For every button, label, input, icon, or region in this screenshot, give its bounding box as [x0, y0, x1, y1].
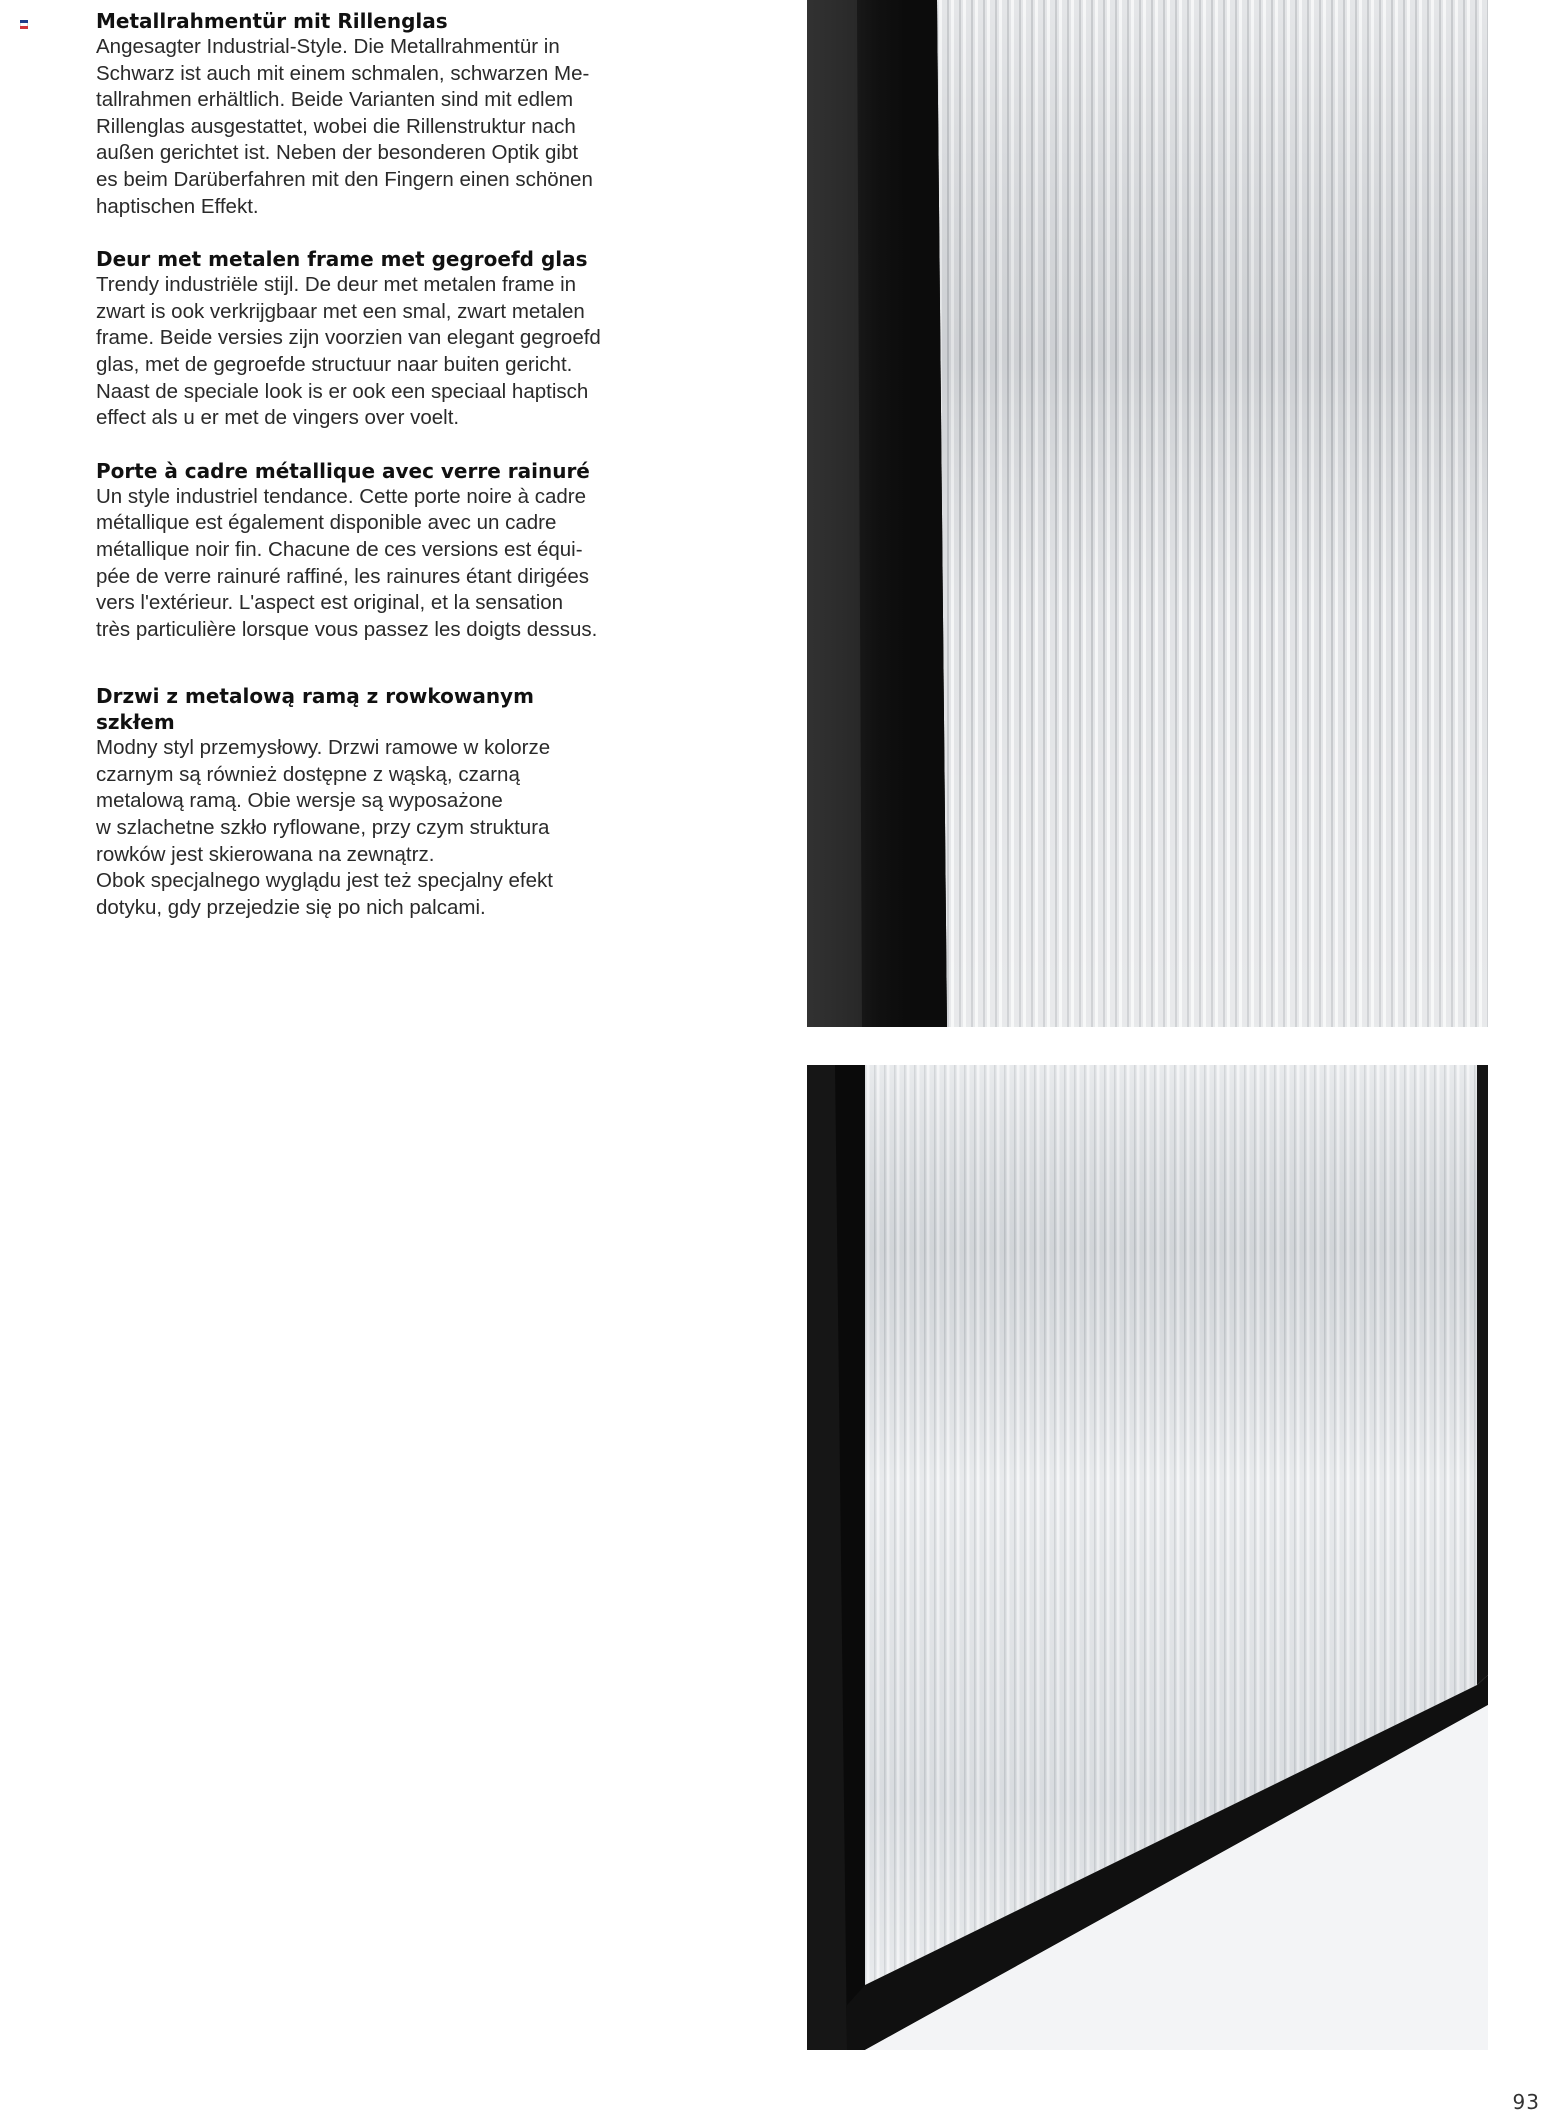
- photo-framed-glass-corner: [807, 1065, 1488, 2050]
- body-line: Obok specjalnego wyglądu jest też specjalny efekt: [96, 869, 553, 893]
- body-line: métallique est également disponible avec un cadre: [96, 511, 557, 535]
- body-line: außen gerichtet ist. Neben der besonderen Optik gibt: [96, 141, 579, 165]
- page-number: 93: [1512, 2090, 1540, 2114]
- section-heading: Metallrahmentür mit Rillenglas: [96, 9, 448, 33]
- body-line: Naast de speciale look is er ook een speciaal haptisch: [96, 379, 589, 403]
- photo-reeded-glass-closeup: [807, 0, 1488, 1027]
- flag-icon: [20, 20, 28, 29]
- body-line: Trendy industriële stijl. De deur met metalen frame in: [96, 273, 577, 297]
- body-line: metalową ramą. Obie wersje są wyposażone: [96, 789, 503, 813]
- body-line: Modny styl przemysłowy. Drzwi ramowe w kolorze: [96, 736, 551, 760]
- section-heading: Deur met metalen frame met gegroefd glas: [96, 247, 588, 272]
- body-line: très particulière lorsque vous passez les doigts dessus.: [96, 617, 598, 641]
- body-line: Angesagter Industrial-Style. Die Metallrahmentür in: [96, 35, 560, 58]
- body-line: Un style industriel tendance. Cette porte noire à cadre: [96, 484, 586, 508]
- body-line: tallrahmen erhältlich. Beide Varianten sind mit edlem: [96, 88, 574, 112]
- body-line: dotyku, gdy przejedzie się po nich palcami.: [96, 895, 486, 919]
- body-line: métallique noir fin. Chacune de ces versions est équi-: [96, 537, 583, 561]
- body-line: w szlachetne szkło ryflowane, przy czym struktura: [96, 816, 550, 840]
- section-heading: Porte à cadre métallique avec verre rainuré: [96, 458, 590, 483]
- body-line: glas, met de gegroefde structuur naar buiten gericht.: [96, 352, 573, 376]
- section-polish: [96, 683, 616, 921]
- body-line: zwart is ook verkrijgbaar met een smal, zwart metalen: [96, 299, 585, 323]
- section-dutch: [96, 246, 616, 432]
- body-line: czarnym są również dostępne z wąską, czarną: [96, 762, 520, 786]
- section-heading: Drzwi z metalową ramą z rowkowanym szkłem: [96, 684, 534, 735]
- section-german: [96, 8, 616, 220]
- body-line: rowków jest skierowana na zewnątrz.: [96, 842, 435, 866]
- section-french: [96, 458, 616, 644]
- body-line: Rillenglas ausgestattet, wobei die Rillenstruktur nach: [96, 114, 576, 138]
- body-line: Schwarz ist auch mit einem schmalen, schwarzen Me-: [96, 61, 590, 85]
- body-line: vers l'extérieur. L'aspect est original, et la sensation: [96, 591, 564, 615]
- body-line: pée de verre rainuré raffiné, les rainures étant dirigées: [96, 564, 590, 588]
- body-line: frame. Beide versies zijn voorzien van elegant gegroefd: [96, 326, 601, 350]
- body-line: es beim Darüberfahren mit den Fingern einen schönen: [96, 167, 593, 191]
- body-line: effect als u er met de vingers over voelt.: [96, 406, 460, 430]
- flag-stripe-bottom: [20, 26, 28, 29]
- text-column: [96, 8, 616, 921]
- body-line: haptischen Effekt.: [96, 194, 259, 218]
